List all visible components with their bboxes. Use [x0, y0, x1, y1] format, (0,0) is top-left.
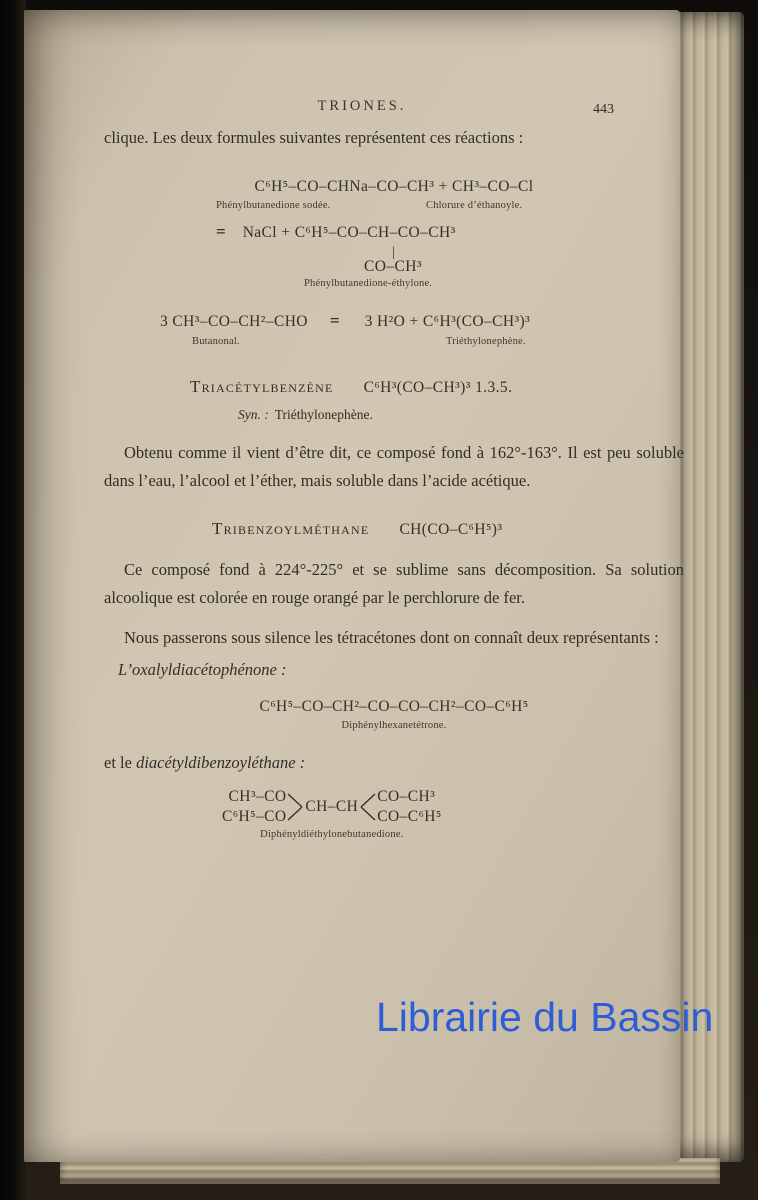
formula-caption: Diphénylhexanetétrone.	[341, 720, 447, 732]
formula-text: NaCl + C⁶H⁵–CO–CH–CO–CH³	[242, 224, 456, 242]
syn-text: Triéthylonephène.	[274, 406, 373, 422]
formula-text: 3 CH³–CO–CH²–CHO	[160, 312, 308, 330]
formula-line: C⁶H⁵–CO–CH²–CO–CO–CH²–CO–C⁶H⁵	[259, 697, 529, 715]
section-heading-row	[212, 515, 684, 544]
formula-caption: Chlorure d’éthanoyle.	[426, 200, 523, 212]
formula-text: CO–CH³	[377, 788, 436, 806]
synonym-line	[238, 404, 684, 427]
formula-captions	[104, 336, 684, 351]
syn-label: Syn. :	[238, 406, 269, 422]
formula-text: C⁶H³(CO–CH³)³ 1.3.5.	[363, 378, 513, 396]
bond-converge-icon	[287, 787, 303, 827]
book-page	[24, 10, 684, 1162]
paragraph: Ce composé fond à 224°-225° et se sublime sans décomposition. Sa solution alcoolique est colorée en rouge orangé par le perchlorure de fer.	[104, 559, 684, 607]
formula-caption: Butanonal.	[192, 335, 240, 347]
formula-text: CH³–CO	[228, 788, 287, 806]
bond-bar: |	[392, 245, 396, 261]
section-heading: Tribenzoylméthane	[212, 518, 370, 538]
formula-text: CH–CH	[305, 797, 359, 815]
formula-block	[222, 787, 442, 842]
formula-right-groups	[377, 787, 441, 826]
formula-captions	[104, 200, 684, 215]
paragraph-text: et le	[104, 752, 137, 772]
paragraph-italic: diacétyldibenzoyléthane :	[136, 752, 306, 772]
page-content	[104, 94, 684, 846]
formula-text: 3 H²O + C⁶H³(CO–CH³)³	[364, 312, 531, 330]
formula-text: C⁶H⁵–CO	[222, 807, 287, 825]
formula-structure	[222, 787, 442, 827]
formula-line: C⁶H⁵–CO–CHNa–CO–CH³ + CH³–CO–Cl	[254, 178, 534, 196]
bookseller-watermark: Librairie du Bassin	[376, 994, 714, 1040]
paragraph: Obtenu comme il vient d’être dit, ce composé fond à 162°-163°. Il est peu soluble dans l’eau, l’alcool et l’éther, mais soluble dans l’acide acétique.	[104, 442, 684, 490]
formula-line	[160, 307, 684, 336]
formula-text: CH(CO–C⁶H⁵)³	[399, 520, 503, 538]
formula-caption: Phénylbutanedione sodée.	[216, 200, 331, 212]
formula-text: CO–C⁶H⁵	[377, 807, 442, 825]
equals-sign: =	[216, 222, 225, 242]
formula-line	[216, 218, 684, 247]
page-edge-stack	[676, 12, 744, 1162]
section-heading: Triacétylbenzène	[190, 376, 334, 396]
bond-diverge-icon	[360, 787, 376, 827]
paragraph-italic: L’oxalyldiacétophénone :	[118, 659, 287, 679]
formula-caption: Triéthylonephène.	[446, 335, 526, 347]
formula-caption: Diphényldiéthylonebutanedione.	[260, 828, 404, 840]
formula-block	[104, 694, 684, 733]
formula-branch: CO–CH³	[364, 258, 422, 276]
running-head: TRIONES.	[317, 98, 407, 114]
page-number: 443	[593, 102, 614, 117]
equals-sign: =	[329, 310, 339, 330]
formula-caption: Phénylbutanedione-éthylone.	[304, 278, 433, 290]
section-heading-row	[190, 373, 684, 402]
page-header	[104, 94, 684, 118]
paragraph: Nous passerons sous silence les tétracétones dont on connaît deux représentants :	[124, 627, 659, 647]
book-spine	[0, 0, 26, 1200]
formula-left-groups	[222, 787, 286, 826]
paragraph	[104, 749, 684, 777]
paragraph-intro: clique. Les deux formules suivantes représentent ces réactions :	[104, 128, 524, 147]
